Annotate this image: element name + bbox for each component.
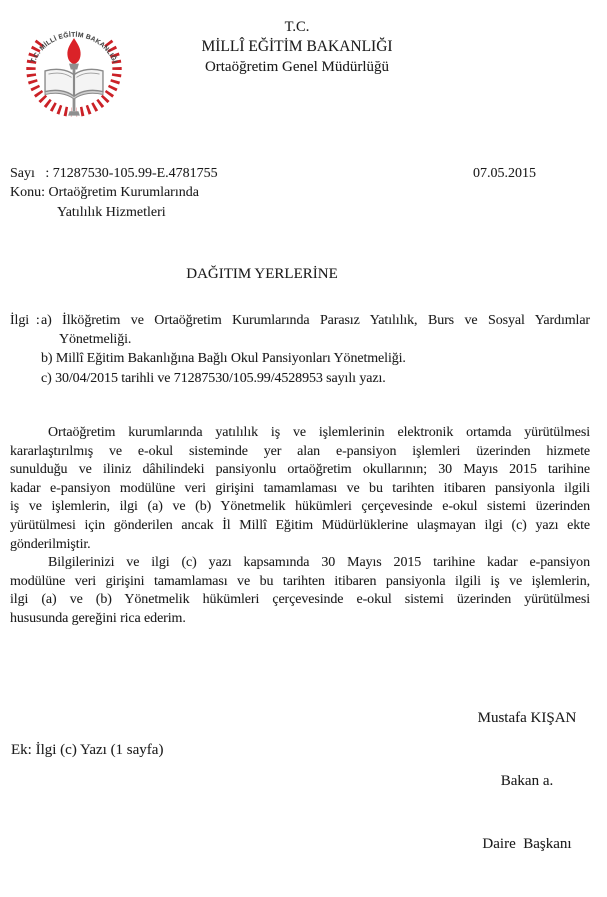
body-line: yürütülmesi için gönderilen ancak İl Millî Eğitim Müdürlüklerine ulaşmayan ilgi (c) yazı ekte [10,517,590,533]
subject-line-2: Yatılılık Hizmetleri [57,204,166,220]
body-line: iş ve işlemlerin, ilgi (a) ve (b) Yönetmelik hükümleri çerçevesinde e-okul sistemi üzerinden [10,499,590,515]
subject-line: Konu: Ortaöğretim Kurumlarında [10,185,199,201]
recipient-title: DAĞITIM YERLERİNE [186,266,338,282]
reference-line: a) İlköğretim ve Ortaöğretim Kurumlarında Parasız Yatılılık, Burs ve Sosyal Yardımlar [41,313,590,328]
attachment-note: Ek: İlgi (c) Yazı (1 sayfa) [11,742,164,758]
ministry-name: MİLLÎ EĞİTİM BAKANLIĞI [201,38,393,55]
directorate-name: Ortaöğretim Genel Müdürlüğü [204,59,390,75]
body-line: hususunda gereğini rica ederim. [10,610,186,626]
reference-line: b) Millî Eğitim Bakanlığına Bağlı Okul Pansiyonları Yönetmeliği. [41,351,406,367]
references-block [10,311,590,388]
body-line: Bilgilerinizi ve ilgi (c) yazı kapsamında 30 Mayıs 2015 tarihine kadar e-pansiyon [48,555,590,571]
body-line: Ortaöğretim kurumlarında yatılılık iş ve işlemlerinin elektronik ortamda yürütülmesi [48,425,590,440]
meta-row-sayi [10,164,590,183]
reference-line: c) 30/04/2015 tarihli ve 71287530/105.99/4528953 sayılı yazı. [41,370,386,386]
republic-abbrev: T.C. [284,19,310,35]
signer-name: Mustafa KIŞAN [477,710,577,726]
logo-arc-text: T.C. MİLLİ EĞİTİM BAKANLIĞI [29,31,119,65]
signature-block [447,666,607,897]
body-line: kararlaştırılmış ve e-okul sisteminde yer alan e-pansiyon işlemleri üzerinden hizmete [10,443,590,459]
letter-body [10,424,590,629]
reference-line: Yönetmeliği. [59,332,132,348]
letterhead [37,17,557,77]
document-number: Sayı : 71287530-105.99-E.4781755 [10,166,218,181]
torch-base [68,111,80,115]
document-meta [10,164,590,222]
document-date: 07.05.2015 [473,166,536,181]
body-line: ilgi (a) ve (b) Yönetmelik hükümleri çerçevesinde e-okul sistemi üzerinden yürütülmesi [10,592,590,608]
signer-title: Daire Başkanı [482,836,572,852]
signer-role: Bakan a. [500,773,554,789]
body-line: kadar e-pansiyon modülüne veri girişini tamamlaması ve bu tarihten itibaren pansiyonla ilgili [10,480,590,496]
references-items [41,311,590,388]
body-line: sunulduğu ve iliniz dâhilindeki pansiyonlu ortaöğretim okullarının; 30 Mayıs 2015 tarihine [10,462,590,478]
body-line: gönderilmiştir. [10,536,91,552]
references-label: İlgi : [10,313,40,328]
body-line: modülüne veri girişini tamamlaması ve bu tarihten itibaren pansiyonla ilgili iş ve işlemlerin, [10,573,590,589]
